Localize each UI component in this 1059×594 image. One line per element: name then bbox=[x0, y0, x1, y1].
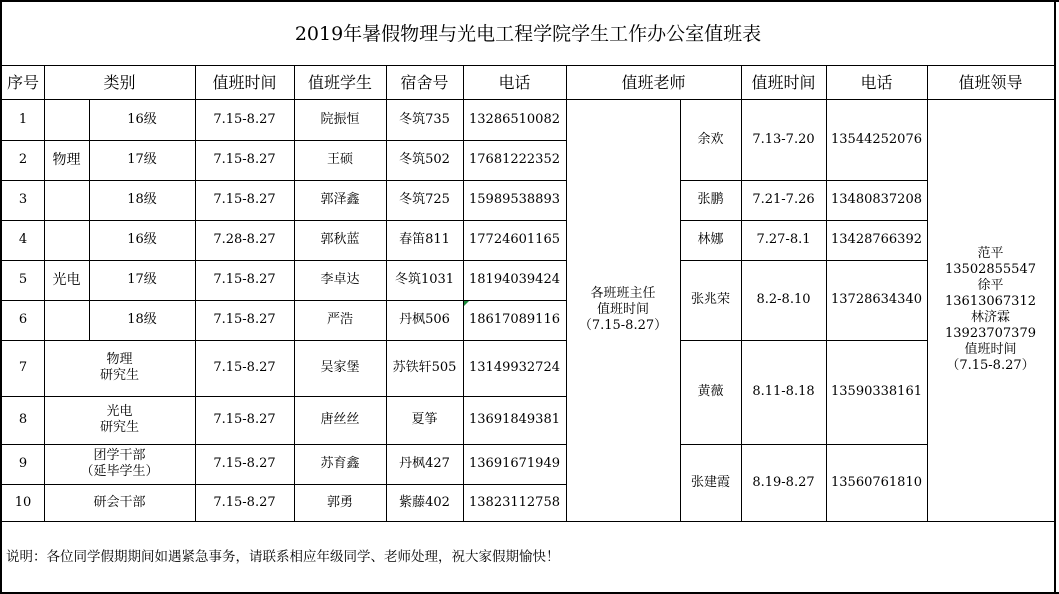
teacher-name: 林娜 bbox=[697, 232, 724, 247]
row-student-name: 王硕 bbox=[326, 152, 353, 167]
row-phone: 13149932724 bbox=[469, 360, 560, 375]
row-phone: 15989538893 bbox=[469, 192, 560, 207]
row-duty-time: 7.15-8.27 bbox=[213, 312, 276, 327]
teacher-name: 张建霞 bbox=[690, 474, 730, 490]
footer-note: 说明：各位同学假期期间如遇紧急事务，请联系相应年级同学、老师处理，祝大家假期愉快！ bbox=[6, 548, 560, 565]
row-dorm: 冬筑735 bbox=[399, 111, 450, 127]
teacher-name: 张鹏 bbox=[697, 192, 724, 207]
row-category: 17级 bbox=[127, 152, 157, 167]
teacher-duty-time: 8.19-8.27 bbox=[752, 474, 815, 490]
teacher-duty-time: 7.21-7.26 bbox=[752, 192, 815, 207]
duty-leader-cell: 范平 13502855547 徐平 13613067312 林济霖 13923707379 值班时间 （7.15-8.27） bbox=[945, 246, 1036, 373]
class-teacher-cell: 各班班主任 值班时间 （7.15-8.27） bbox=[578, 286, 668, 333]
group-physics: 物理 bbox=[52, 151, 81, 168]
header-duty-time: 值班时间 bbox=[212, 72, 277, 92]
row-student-name: 苏育鑫 bbox=[320, 456, 360, 471]
border-left bbox=[0, 0, 2, 594]
row-student-name: 李卓达 bbox=[320, 272, 360, 287]
row-phone: 13823112758 bbox=[469, 494, 560, 510]
row-number: 8 bbox=[18, 412, 28, 427]
grid-line bbox=[195, 65, 196, 521]
row-number: 6 bbox=[18, 312, 28, 327]
row-phone: 13286510082 bbox=[469, 111, 560, 127]
grid-line bbox=[0, 180, 566, 181]
grid-line bbox=[0, 65, 1056, 66]
row-number: 3 bbox=[18, 192, 28, 207]
row-student-name: 郭秋蓝 bbox=[320, 232, 360, 247]
row-dorm: 紫藤402 bbox=[399, 494, 450, 510]
row-category: 光电 研究生 bbox=[99, 404, 139, 435]
teacher-phone: 13560761810 bbox=[831, 474, 922, 490]
row-duty-time: 7.15-8.27 bbox=[213, 272, 276, 287]
header-dorm: 宿舍号 bbox=[400, 72, 449, 92]
grid-line bbox=[0, 300, 566, 301]
teacher-phone: 13544252076 bbox=[831, 131, 922, 147]
teacher-name: 余欢 bbox=[697, 131, 724, 147]
teacher-duty-time: 7.27-8.1 bbox=[756, 232, 811, 247]
row-student-name: 院振恒 bbox=[320, 111, 360, 127]
grid-line bbox=[680, 260, 927, 261]
row-category: 16级 bbox=[127, 111, 157, 127]
teacher-name: 黄薇 bbox=[697, 384, 724, 399]
row-dorm: 春笛811 bbox=[399, 232, 450, 247]
grid-line bbox=[0, 444, 566, 445]
row-student-name: 郭泽鑫 bbox=[320, 192, 360, 207]
row-number: 7 bbox=[18, 360, 28, 375]
row-duty-time: 7.15-8.27 bbox=[213, 152, 276, 167]
grid-line bbox=[680, 444, 927, 445]
row-number: 2 bbox=[18, 152, 28, 167]
grid-line bbox=[927, 65, 928, 521]
row-number: 9 bbox=[18, 456, 28, 471]
row-duty-time: 7.15-8.27 bbox=[213, 111, 276, 127]
grid-line bbox=[0, 396, 566, 397]
row-category: 18级 bbox=[127, 192, 157, 207]
row-duty-time: 7.15-8.27 bbox=[213, 456, 276, 471]
row-number: 4 bbox=[18, 232, 28, 247]
header-leader: 值班领导 bbox=[958, 72, 1023, 92]
teacher-phone: 13728634340 bbox=[831, 292, 922, 307]
grid-line bbox=[0, 340, 566, 341]
row-phone: 18194039424 bbox=[469, 272, 560, 287]
row-phone: 13691849381 bbox=[469, 412, 560, 427]
grid-line bbox=[680, 340, 927, 341]
row-dorm: 丹枫506 bbox=[399, 312, 450, 327]
grid-line bbox=[0, 521, 1056, 522]
row-phone: 17681222352 bbox=[469, 152, 560, 167]
header-category: 类别 bbox=[103, 72, 136, 92]
row-duty-time: 7.15-8.27 bbox=[213, 412, 276, 427]
grid-line bbox=[680, 99, 681, 521]
grid-line bbox=[463, 65, 464, 521]
row-category: 16级 bbox=[127, 232, 157, 247]
row-dorm: 冬筑725 bbox=[399, 192, 450, 207]
grid-line bbox=[44, 65, 45, 521]
teacher-phone: 13590338161 bbox=[831, 384, 922, 399]
row-duty-time: 7.15-8.27 bbox=[213, 360, 276, 375]
row-phone: 17724601165 bbox=[469, 232, 560, 247]
row-phone: 18617089116 bbox=[469, 312, 560, 327]
grid-line bbox=[0, 484, 566, 485]
row-dorm: 夏筝 bbox=[411, 412, 438, 427]
row-category: 17级 bbox=[127, 272, 157, 287]
header-teacher-phone: 电话 bbox=[860, 72, 893, 92]
header-teacher-time: 值班时间 bbox=[751, 72, 816, 92]
grid-line bbox=[680, 220, 927, 221]
group-optoelectronic: 光电 bbox=[52, 272, 81, 288]
teacher-name: 张兆荣 bbox=[690, 292, 730, 307]
row-dorm: 苏铁轩505 bbox=[392, 360, 457, 375]
header-student: 值班学生 bbox=[307, 72, 372, 92]
teacher-duty-time: 7.13-7.20 bbox=[752, 131, 815, 147]
row-duty-time: 7.15-8.27 bbox=[213, 494, 276, 510]
row-dorm: 冬筑502 bbox=[399, 152, 450, 167]
row-duty-time: 7.28-8.27 bbox=[213, 232, 276, 247]
row-phone: 13691671949 bbox=[469, 456, 560, 471]
teacher-duty-time: 8.11-8.18 bbox=[752, 384, 815, 399]
grid-line bbox=[741, 65, 742, 521]
row-category: 团学干部 （延毕学生） bbox=[80, 448, 159, 479]
grid-line bbox=[826, 65, 827, 521]
row-number: 1 bbox=[18, 111, 28, 127]
grid-line bbox=[89, 99, 90, 340]
row-dorm: 丹枫427 bbox=[399, 456, 450, 471]
row-student-name: 郭勇 bbox=[326, 494, 353, 510]
grid-line bbox=[0, 220, 566, 221]
teacher-phone: 13428766392 bbox=[831, 232, 922, 247]
border-right bbox=[1054, 0, 1056, 594]
teacher-phone: 13480837208 bbox=[831, 192, 922, 207]
grid-line bbox=[0, 140, 566, 141]
row-category: 18级 bbox=[127, 312, 157, 327]
row-student-name: 吴家堡 bbox=[320, 360, 360, 375]
row-category: 研会干部 bbox=[93, 494, 146, 510]
row-category: 物理 研究生 bbox=[99, 352, 139, 383]
row-dorm: 冬筑1031 bbox=[394, 272, 455, 287]
grid-line bbox=[680, 180, 927, 181]
header-teacher: 值班老师 bbox=[621, 72, 686, 92]
row-number: 5 bbox=[18, 272, 28, 287]
page-title: 2019年暑假物理与光电工程学院学生工作办公室值班表 bbox=[294, 23, 762, 45]
grid-line bbox=[566, 65, 567, 521]
row-number: 10 bbox=[14, 494, 32, 510]
row-duty-time: 7.15-8.27 bbox=[213, 192, 276, 207]
grid-line bbox=[294, 65, 295, 521]
header-phone: 电话 bbox=[498, 72, 531, 92]
teacher-duty-time: 8.2-8.10 bbox=[756, 292, 811, 307]
border-top bbox=[0, 0, 1059, 2]
header-seq: 序号 bbox=[6, 72, 39, 92]
row-student-name: 唐丝丝 bbox=[320, 412, 360, 427]
row-student-name: 严浩 bbox=[326, 312, 353, 327]
grid-line bbox=[386, 65, 387, 521]
grid-line bbox=[0, 99, 1056, 100]
grid-line bbox=[0, 260, 566, 261]
